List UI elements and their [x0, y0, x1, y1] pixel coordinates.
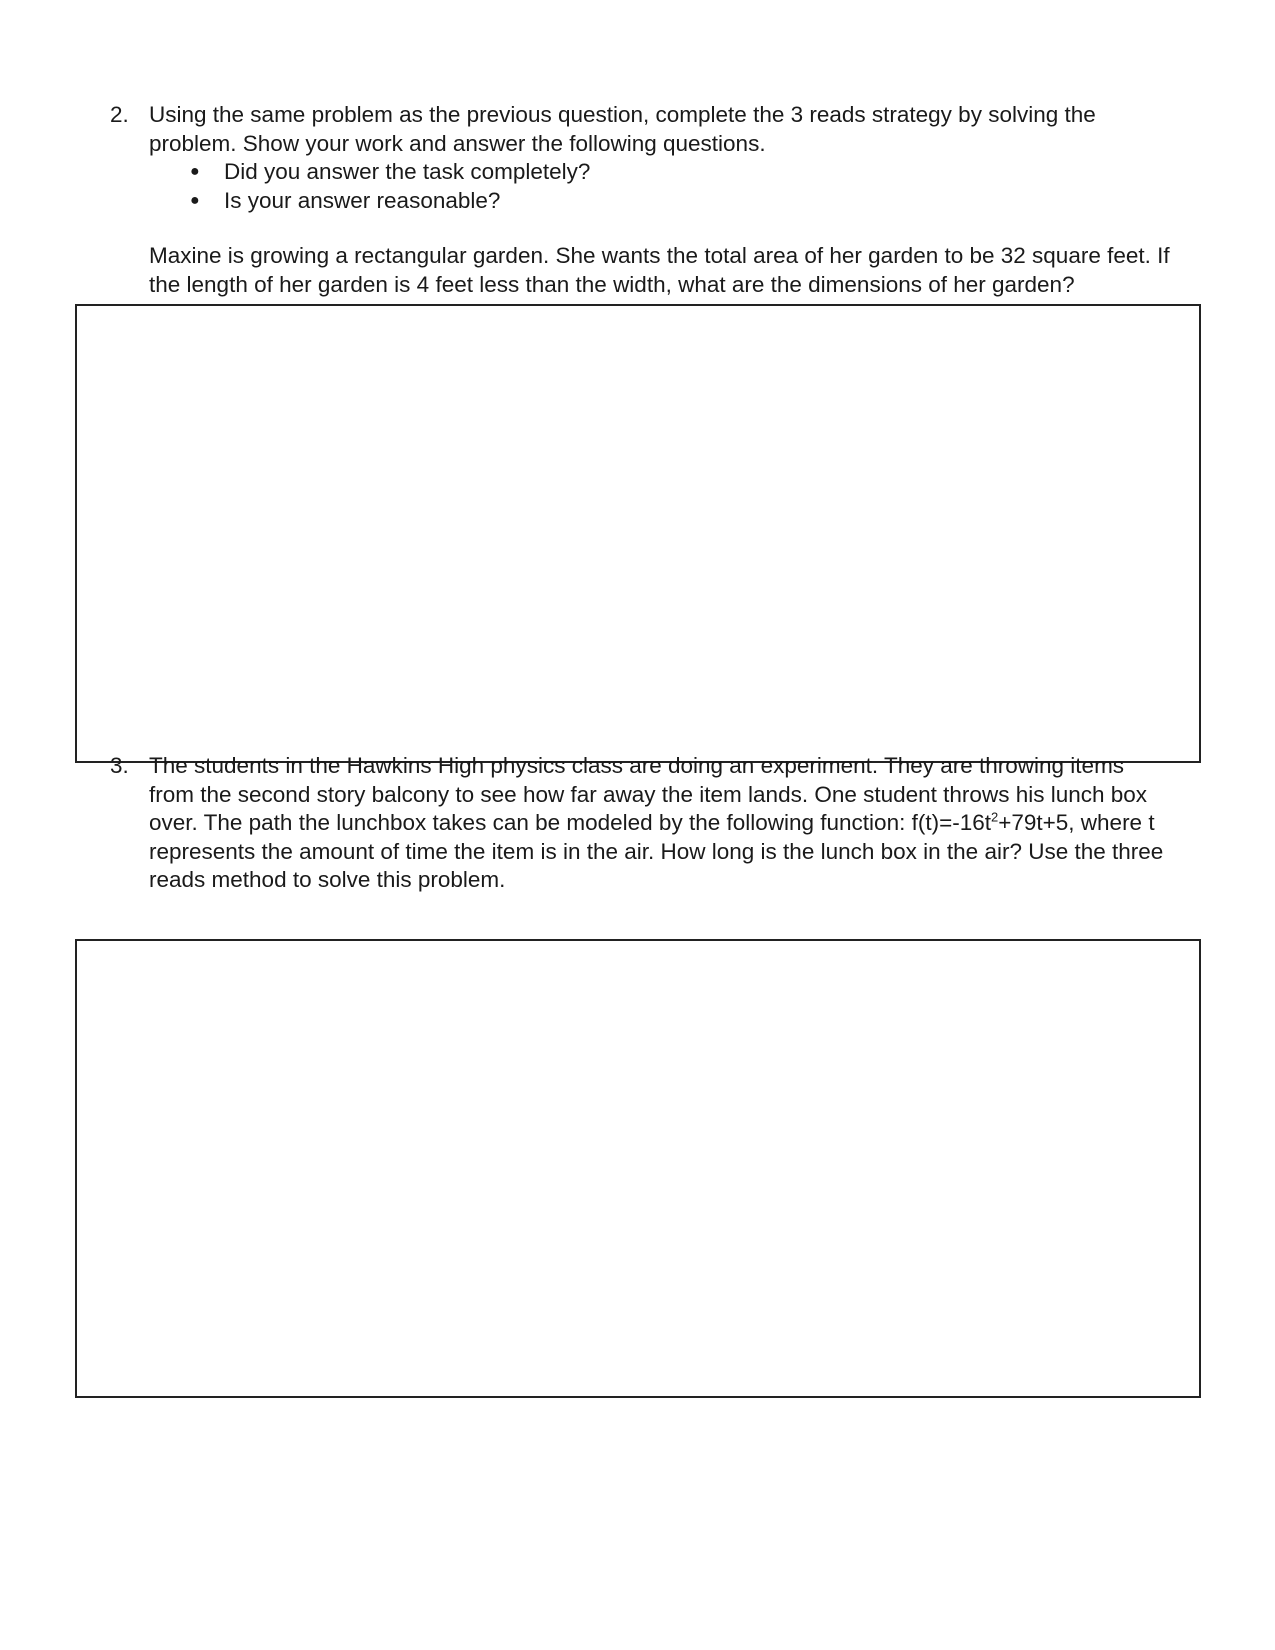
question-3 — [110, 752, 1200, 895]
question-number: 3. — [110, 753, 129, 778]
question-2 — [110, 101, 1200, 299]
question-text-line: represents the amount of time the item is in the air. How long is the lunch box in the air? Use the three — [149, 838, 1164, 864]
exponent: 2 — [990, 809, 999, 825]
question-text-line: from the second story balcony to see how far away the item lands. One student throws his lunch box — [149, 781, 1148, 807]
question-text-line: Using the same problem as the previous question, complete the 3 reads strategy by solving the — [149, 102, 1096, 127]
bullet-item — [149, 158, 1200, 187]
bullet-list — [149, 158, 1200, 215]
bullet-icon: ● — [190, 191, 200, 209]
question-body — [149, 752, 1200, 895]
question-text-line: reads method to solve this problem. — [149, 867, 506, 892]
question-text-line: problem. Show your work and answer the following questions. — [149, 130, 766, 156]
bullet-text: Is your answer reasonable? — [224, 187, 501, 213]
answer-box-question-2[interactable] — [75, 304, 1201, 763]
function-text-before: over. The path the lunchbox takes can be modeled by the following function: f(t)=-16t — [149, 810, 991, 835]
bullet-icon: ● — [190, 163, 200, 180]
question-number: 2. — [110, 102, 129, 127]
bullet-item — [149, 187, 1200, 216]
problem-statement — [149, 242, 1200, 299]
question-text-line-function — [149, 809, 1200, 838]
question-body — [149, 101, 1200, 299]
problem-text-line: the length of her garden is 4 feet less than the width, what are the dimensions of her garden? — [149, 271, 1075, 297]
bullet-text: Did you answer the task completely? — [224, 159, 591, 184]
answer-box-question-3[interactable] — [75, 939, 1201, 1398]
function-text-after: +79t+5, where t — [998, 810, 1155, 835]
problem-text-line: Maxine is growing a rectangular garden. She wants the total area of her garden to be 32 square feet. If — [149, 243, 1170, 268]
question-text-line: The students in the Hawkins High physics class are doing an experiment. They are throwing items — [149, 753, 1125, 778]
